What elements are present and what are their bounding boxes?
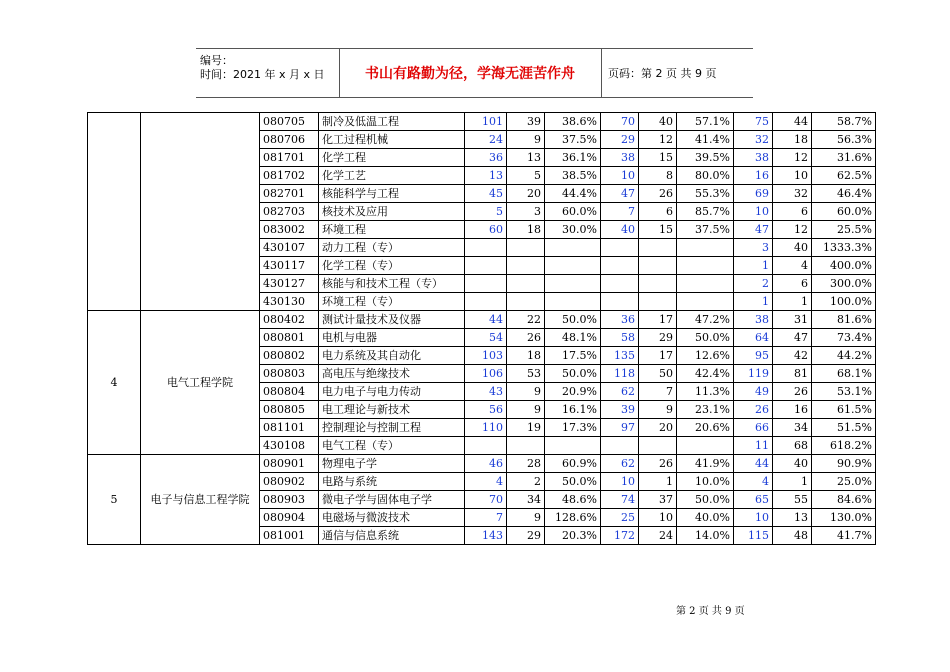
- data-cell-c: 30.0%: [545, 221, 601, 239]
- data-cell-b: 9: [507, 509, 545, 527]
- data-cell-e: 37: [639, 491, 677, 509]
- data-cell-i: 61.5%: [812, 401, 876, 419]
- data-cell-h: 1: [773, 293, 812, 311]
- data-cell-i: 53.1%: [812, 383, 876, 401]
- data-cell-e: [639, 437, 677, 455]
- major-name: 制冷及低温工程: [319, 113, 465, 131]
- data-cell-f: 41.9%: [677, 455, 734, 473]
- data-cell-a: 36: [465, 149, 507, 167]
- data-cell-c: [545, 239, 601, 257]
- data-cell-a: 45: [465, 185, 507, 203]
- data-cell-i: 90.9%: [812, 455, 876, 473]
- major-code: 430117: [260, 257, 319, 275]
- data-cell-g: 16: [734, 167, 773, 185]
- data-cell-i: 25.5%: [812, 221, 876, 239]
- data-cell-e: 15: [639, 221, 677, 239]
- data-cell-h: 18: [773, 131, 812, 149]
- data-cell-b: [507, 239, 545, 257]
- data-cell-g: 3: [734, 239, 773, 257]
- data-cell-f: [677, 293, 734, 311]
- data-cell-a: 24: [465, 131, 507, 149]
- data-cell-g: 38: [734, 149, 773, 167]
- major-code: 082703: [260, 203, 319, 221]
- data-cell-f: 10.0%: [677, 473, 734, 491]
- data-cell-e: 50: [639, 365, 677, 383]
- major-code: 081701: [260, 149, 319, 167]
- data-cell-i: 68.1%: [812, 365, 876, 383]
- major-name: 核能科学与工程: [319, 185, 465, 203]
- data-cell-f: 20.6%: [677, 419, 734, 437]
- data-cell-b: 20: [507, 185, 545, 203]
- major-code: 081101: [260, 419, 319, 437]
- college-number: 5: [88, 455, 141, 545]
- data-cell-c: 128.6%: [545, 509, 601, 527]
- data-cell-i: 51.5%: [812, 419, 876, 437]
- major-code: 082701: [260, 185, 319, 203]
- data-cell-b: 39: [507, 113, 545, 131]
- data-cell-c: [545, 293, 601, 311]
- data-cell-h: 16: [773, 401, 812, 419]
- data-cell-a: [465, 257, 507, 275]
- data-cell-h: 34: [773, 419, 812, 437]
- data-cell-a: 103: [465, 347, 507, 365]
- header-meta: [196, 49, 340, 97]
- data-cell-b: 3: [507, 203, 545, 221]
- data-cell-b: 9: [507, 131, 545, 149]
- data-cell-b: 2: [507, 473, 545, 491]
- major-name: 微电子学与固体电子学: [319, 491, 465, 509]
- data-cell-h: 26: [773, 383, 812, 401]
- major-code: 081001: [260, 527, 319, 545]
- data-cell-i: 25.0%: [812, 473, 876, 491]
- data-cell-g: 66: [734, 419, 773, 437]
- data-cell-i: 46.4%: [812, 185, 876, 203]
- data-cell-b: 13: [507, 149, 545, 167]
- data-cell-h: 55: [773, 491, 812, 509]
- data-cell-h: 6: [773, 275, 812, 293]
- data-cell-a: 5: [465, 203, 507, 221]
- data-cell-e: 9: [639, 401, 677, 419]
- major-code: 081702: [260, 167, 319, 185]
- major-name: 高电压与绝缘技术: [319, 365, 465, 383]
- major-code: 430107: [260, 239, 319, 257]
- data-cell-g: 32: [734, 131, 773, 149]
- major-name: 环境工程（专）: [319, 293, 465, 311]
- major-name: 通信与信息系统: [319, 527, 465, 545]
- data-cell-h: 44: [773, 113, 812, 131]
- major-code: 080804: [260, 383, 319, 401]
- data-cell-g: 10: [734, 509, 773, 527]
- data-cell-g: 4: [734, 473, 773, 491]
- data-cell-c: 37.5%: [545, 131, 601, 149]
- data-cell-e: 26: [639, 185, 677, 203]
- data-cell-h: 47: [773, 329, 812, 347]
- page-footer: 第 2 页 共 9 页: [676, 606, 745, 617]
- data-cell-i: 62.5%: [812, 167, 876, 185]
- data-cell-b: 22: [507, 311, 545, 329]
- data-cell-d: 29: [601, 131, 639, 149]
- data-cell-a: 46: [465, 455, 507, 473]
- data-cell-d: 62: [601, 455, 639, 473]
- major-code: 080402: [260, 311, 319, 329]
- data-cell-b: [507, 437, 545, 455]
- data-cell-b: [507, 275, 545, 293]
- data-cell-d: 172: [601, 527, 639, 545]
- data-cell-e: 24: [639, 527, 677, 545]
- data-cell-d: [601, 257, 639, 275]
- data-cell-a: 101: [465, 113, 507, 131]
- data-cell-f: 39.5%: [677, 149, 734, 167]
- data-cell-e: 12: [639, 131, 677, 149]
- data-cell-f: [677, 275, 734, 293]
- data-cell-i: 100.0%: [812, 293, 876, 311]
- data-cell-b: [507, 293, 545, 311]
- data-cell-a: [465, 293, 507, 311]
- major-name: 电力电子与电力传动: [319, 383, 465, 401]
- data-cell-g: 10: [734, 203, 773, 221]
- data-cell-g: 1: [734, 293, 773, 311]
- data-cell-h: 42: [773, 347, 812, 365]
- data-cell-c: 20.3%: [545, 527, 601, 545]
- major-name: 电力系统及其自动化: [319, 347, 465, 365]
- data-cell-a: 43: [465, 383, 507, 401]
- major-code: 080902: [260, 473, 319, 491]
- major-name: 电磁场与微波技术: [319, 509, 465, 527]
- data-cell-h: 10: [773, 167, 812, 185]
- data-cell-f: 41.4%: [677, 131, 734, 149]
- major-code: 080903: [260, 491, 319, 509]
- major-code: 083002: [260, 221, 319, 239]
- data-cell-b: 28: [507, 455, 545, 473]
- table-row: [88, 311, 876, 329]
- data-cell-d: 70: [601, 113, 639, 131]
- major-name: 电工理论与新技术: [319, 401, 465, 419]
- data-cell-f: 12.6%: [677, 347, 734, 365]
- data-cell-c: [545, 257, 601, 275]
- data-cell-f: 55.3%: [677, 185, 734, 203]
- data-cell-h: 12: [773, 221, 812, 239]
- data-cell-d: 40: [601, 221, 639, 239]
- data-cell-a: 13: [465, 167, 507, 185]
- data-cell-e: [639, 293, 677, 311]
- data-cell-e: 26: [639, 455, 677, 473]
- data-cell-g: 44: [734, 455, 773, 473]
- college-name: 电气工程学院: [141, 311, 260, 455]
- major-name: 化学工程（专）: [319, 257, 465, 275]
- major-name: 动力工程（专）: [319, 239, 465, 257]
- data-cell-f: 80.0%: [677, 167, 734, 185]
- header-page-label: 页码：第 2 页 共 9 页: [608, 67, 717, 80]
- data-cell-c: 48.1%: [545, 329, 601, 347]
- data-cell-d: 97: [601, 419, 639, 437]
- data-cell-e: 20: [639, 419, 677, 437]
- data-cell-c: [545, 437, 601, 455]
- data-cell-d: 118: [601, 365, 639, 383]
- data-cell-h: 6: [773, 203, 812, 221]
- data-cell-f: 42.4%: [677, 365, 734, 383]
- major-name: 电机与电器: [319, 329, 465, 347]
- data-cell-c: 50.0%: [545, 311, 601, 329]
- data-cell-g: 2: [734, 275, 773, 293]
- major-name: 化学工艺: [319, 167, 465, 185]
- college-number: [88, 113, 141, 311]
- data-cell-b: 9: [507, 401, 545, 419]
- data-cell-c: 50.0%: [545, 473, 601, 491]
- data-cell-f: [677, 257, 734, 275]
- enrollment-table: [87, 112, 876, 545]
- data-cell-f: [677, 437, 734, 455]
- data-cell-b: 34: [507, 491, 545, 509]
- data-cell-d: 38: [601, 149, 639, 167]
- data-cell-d: 47: [601, 185, 639, 203]
- major-name: 化工过程机械: [319, 131, 465, 149]
- data-cell-g: 65: [734, 491, 773, 509]
- data-cell-e: [639, 275, 677, 293]
- major-code: 080805: [260, 401, 319, 419]
- data-cell-g: 47: [734, 221, 773, 239]
- data-cell-a: [465, 437, 507, 455]
- data-cell-d: [601, 437, 639, 455]
- data-cell-h: 40: [773, 455, 812, 473]
- data-cell-f: 23.1%: [677, 401, 734, 419]
- data-cell-b: 26: [507, 329, 545, 347]
- data-cell-g: 38: [734, 311, 773, 329]
- data-cell-a: 110: [465, 419, 507, 437]
- data-cell-h: 4: [773, 257, 812, 275]
- data-cell-h: 32: [773, 185, 812, 203]
- data-cell-d: [601, 239, 639, 257]
- major-code: 430108: [260, 437, 319, 455]
- data-cell-i: 56.3%: [812, 131, 876, 149]
- data-cell-a: 44: [465, 311, 507, 329]
- data-cell-h: 1: [773, 473, 812, 491]
- major-code: 430130: [260, 293, 319, 311]
- major-name: 核技术及应用: [319, 203, 465, 221]
- data-cell-i: 58.7%: [812, 113, 876, 131]
- table-row: [88, 455, 876, 473]
- data-cell-a: 7: [465, 509, 507, 527]
- data-cell-c: [545, 275, 601, 293]
- data-cell-i: 60.0%: [812, 203, 876, 221]
- data-cell-g: 75: [734, 113, 773, 131]
- data-cell-b: 9: [507, 383, 545, 401]
- data-cell-i: 44.2%: [812, 347, 876, 365]
- data-cell-b: 53: [507, 365, 545, 383]
- data-cell-c: 44.4%: [545, 185, 601, 203]
- data-cell-g: 26: [734, 401, 773, 419]
- major-code: 080705: [260, 113, 319, 131]
- data-cell-e: 10: [639, 509, 677, 527]
- data-cell-b: 18: [507, 221, 545, 239]
- major-name: 物理电子学: [319, 455, 465, 473]
- data-cell-g: 119: [734, 365, 773, 383]
- data-cell-h: 13: [773, 509, 812, 527]
- data-cell-c: 38.6%: [545, 113, 601, 131]
- data-cell-f: 85.7%: [677, 203, 734, 221]
- data-cell-e: 17: [639, 311, 677, 329]
- data-cell-d: 10: [601, 167, 639, 185]
- major-name: 核能与和技术工程（专）: [319, 275, 465, 293]
- data-cell-d: 39: [601, 401, 639, 419]
- data-cell-e: 8: [639, 167, 677, 185]
- table-row: [88, 113, 876, 131]
- data-cell-a: [465, 239, 507, 257]
- data-cell-b: [507, 257, 545, 275]
- data-cell-i: 130.0%: [812, 509, 876, 527]
- data-cell-c: 50.0%: [545, 365, 601, 383]
- major-code: 430127: [260, 275, 319, 293]
- data-cell-i: 31.6%: [812, 149, 876, 167]
- number-label: 编号：: [200, 54, 233, 67]
- data-cell-a: 54: [465, 329, 507, 347]
- data-cell-e: 1: [639, 473, 677, 491]
- data-cell-c: 38.5%: [545, 167, 601, 185]
- data-cell-i: 300.0%: [812, 275, 876, 293]
- data-cell-g: 49: [734, 383, 773, 401]
- data-cell-i: 400.0%: [812, 257, 876, 275]
- major-code: 080802: [260, 347, 319, 365]
- data-cell-f: [677, 239, 734, 257]
- data-cell-d: [601, 293, 639, 311]
- data-cell-e: [639, 239, 677, 257]
- data-cell-b: 29: [507, 527, 545, 545]
- data-cell-h: 12: [773, 149, 812, 167]
- data-cell-a: 70: [465, 491, 507, 509]
- data-cell-a: 56: [465, 401, 507, 419]
- data-cell-f: 14.0%: [677, 527, 734, 545]
- data-cell-f: 40.0%: [677, 509, 734, 527]
- data-cell-i: 81.6%: [812, 311, 876, 329]
- data-cell-h: 48: [773, 527, 812, 545]
- data-cell-d: 36: [601, 311, 639, 329]
- major-code: 080901: [260, 455, 319, 473]
- major-code: 080706: [260, 131, 319, 149]
- data-cell-e: 7: [639, 383, 677, 401]
- document-header: [196, 48, 753, 98]
- data-cell-d: 58: [601, 329, 639, 347]
- data-cell-e: 6: [639, 203, 677, 221]
- data-cell-g: 69: [734, 185, 773, 203]
- data-cell-h: 68: [773, 437, 812, 455]
- data-cell-d: 62: [601, 383, 639, 401]
- data-cell-c: 20.9%: [545, 383, 601, 401]
- data-cell-i: 1333.3%: [812, 239, 876, 257]
- data-cell-a: 106: [465, 365, 507, 383]
- data-cell-e: 29: [639, 329, 677, 347]
- major-code: 080803: [260, 365, 319, 383]
- major-code: 080904: [260, 509, 319, 527]
- major-name: 电路与系统: [319, 473, 465, 491]
- data-cell-f: 47.2%: [677, 311, 734, 329]
- major-name: 电气工程（专）: [319, 437, 465, 455]
- data-cell-g: 1: [734, 257, 773, 275]
- data-cell-e: [639, 257, 677, 275]
- header-slogan: 书山有路勤为径，学海无涯苦作舟: [339, 49, 602, 97]
- data-cell-d: 25: [601, 509, 639, 527]
- data-cell-d: 10: [601, 473, 639, 491]
- data-cell-f: 50.0%: [677, 329, 734, 347]
- major-name: 环境工程: [319, 221, 465, 239]
- data-cell-d: 7: [601, 203, 639, 221]
- data-cell-i: 41.7%: [812, 527, 876, 545]
- college-number: 4: [88, 311, 141, 455]
- data-cell-a: 143: [465, 527, 507, 545]
- data-cell-b: 5: [507, 167, 545, 185]
- data-cell-c: 60.0%: [545, 203, 601, 221]
- data-cell-c: 48.6%: [545, 491, 601, 509]
- data-cell-i: 618.2%: [812, 437, 876, 455]
- major-name: 控制理论与控制工程: [319, 419, 465, 437]
- major-name: 化学工程: [319, 149, 465, 167]
- data-cell-f: 37.5%: [677, 221, 734, 239]
- data-cell-d: 135: [601, 347, 639, 365]
- data-cell-c: 17.5%: [545, 347, 601, 365]
- data-cell-b: 18: [507, 347, 545, 365]
- data-cell-g: 95: [734, 347, 773, 365]
- data-cell-g: 11: [734, 437, 773, 455]
- data-cell-e: 15: [639, 149, 677, 167]
- data-cell-a: [465, 275, 507, 293]
- data-cell-h: 40: [773, 239, 812, 257]
- data-cell-f: 57.1%: [677, 113, 734, 131]
- time-label: 时间：2021 年 x 月 x 日: [200, 68, 325, 81]
- data-cell-g: 64: [734, 329, 773, 347]
- data-cell-h: 81: [773, 365, 812, 383]
- data-cell-g: 115: [734, 527, 773, 545]
- data-cell-a: 60: [465, 221, 507, 239]
- data-cell-e: 17: [639, 347, 677, 365]
- college-name: 电子与信息工程学院: [141, 455, 260, 545]
- data-cell-b: 19: [507, 419, 545, 437]
- data-cell-a: 4: [465, 473, 507, 491]
- data-cell-h: 31: [773, 311, 812, 329]
- data-cell-c: 17.3%: [545, 419, 601, 437]
- data-cell-c: 36.1%: [545, 149, 601, 167]
- data-cell-f: 50.0%: [677, 491, 734, 509]
- data-cell-e: 40: [639, 113, 677, 131]
- data-cell-c: 60.9%: [545, 455, 601, 473]
- data-cell-d: [601, 275, 639, 293]
- data-cell-i: 73.4%: [812, 329, 876, 347]
- data-cell-i: 84.6%: [812, 491, 876, 509]
- data-cell-f: 11.3%: [677, 383, 734, 401]
- major-name: 测试计量技术及仪器: [319, 311, 465, 329]
- major-code: 080801: [260, 329, 319, 347]
- data-cell-c: 16.1%: [545, 401, 601, 419]
- college-name: [141, 113, 260, 311]
- data-cell-d: 74: [601, 491, 639, 509]
